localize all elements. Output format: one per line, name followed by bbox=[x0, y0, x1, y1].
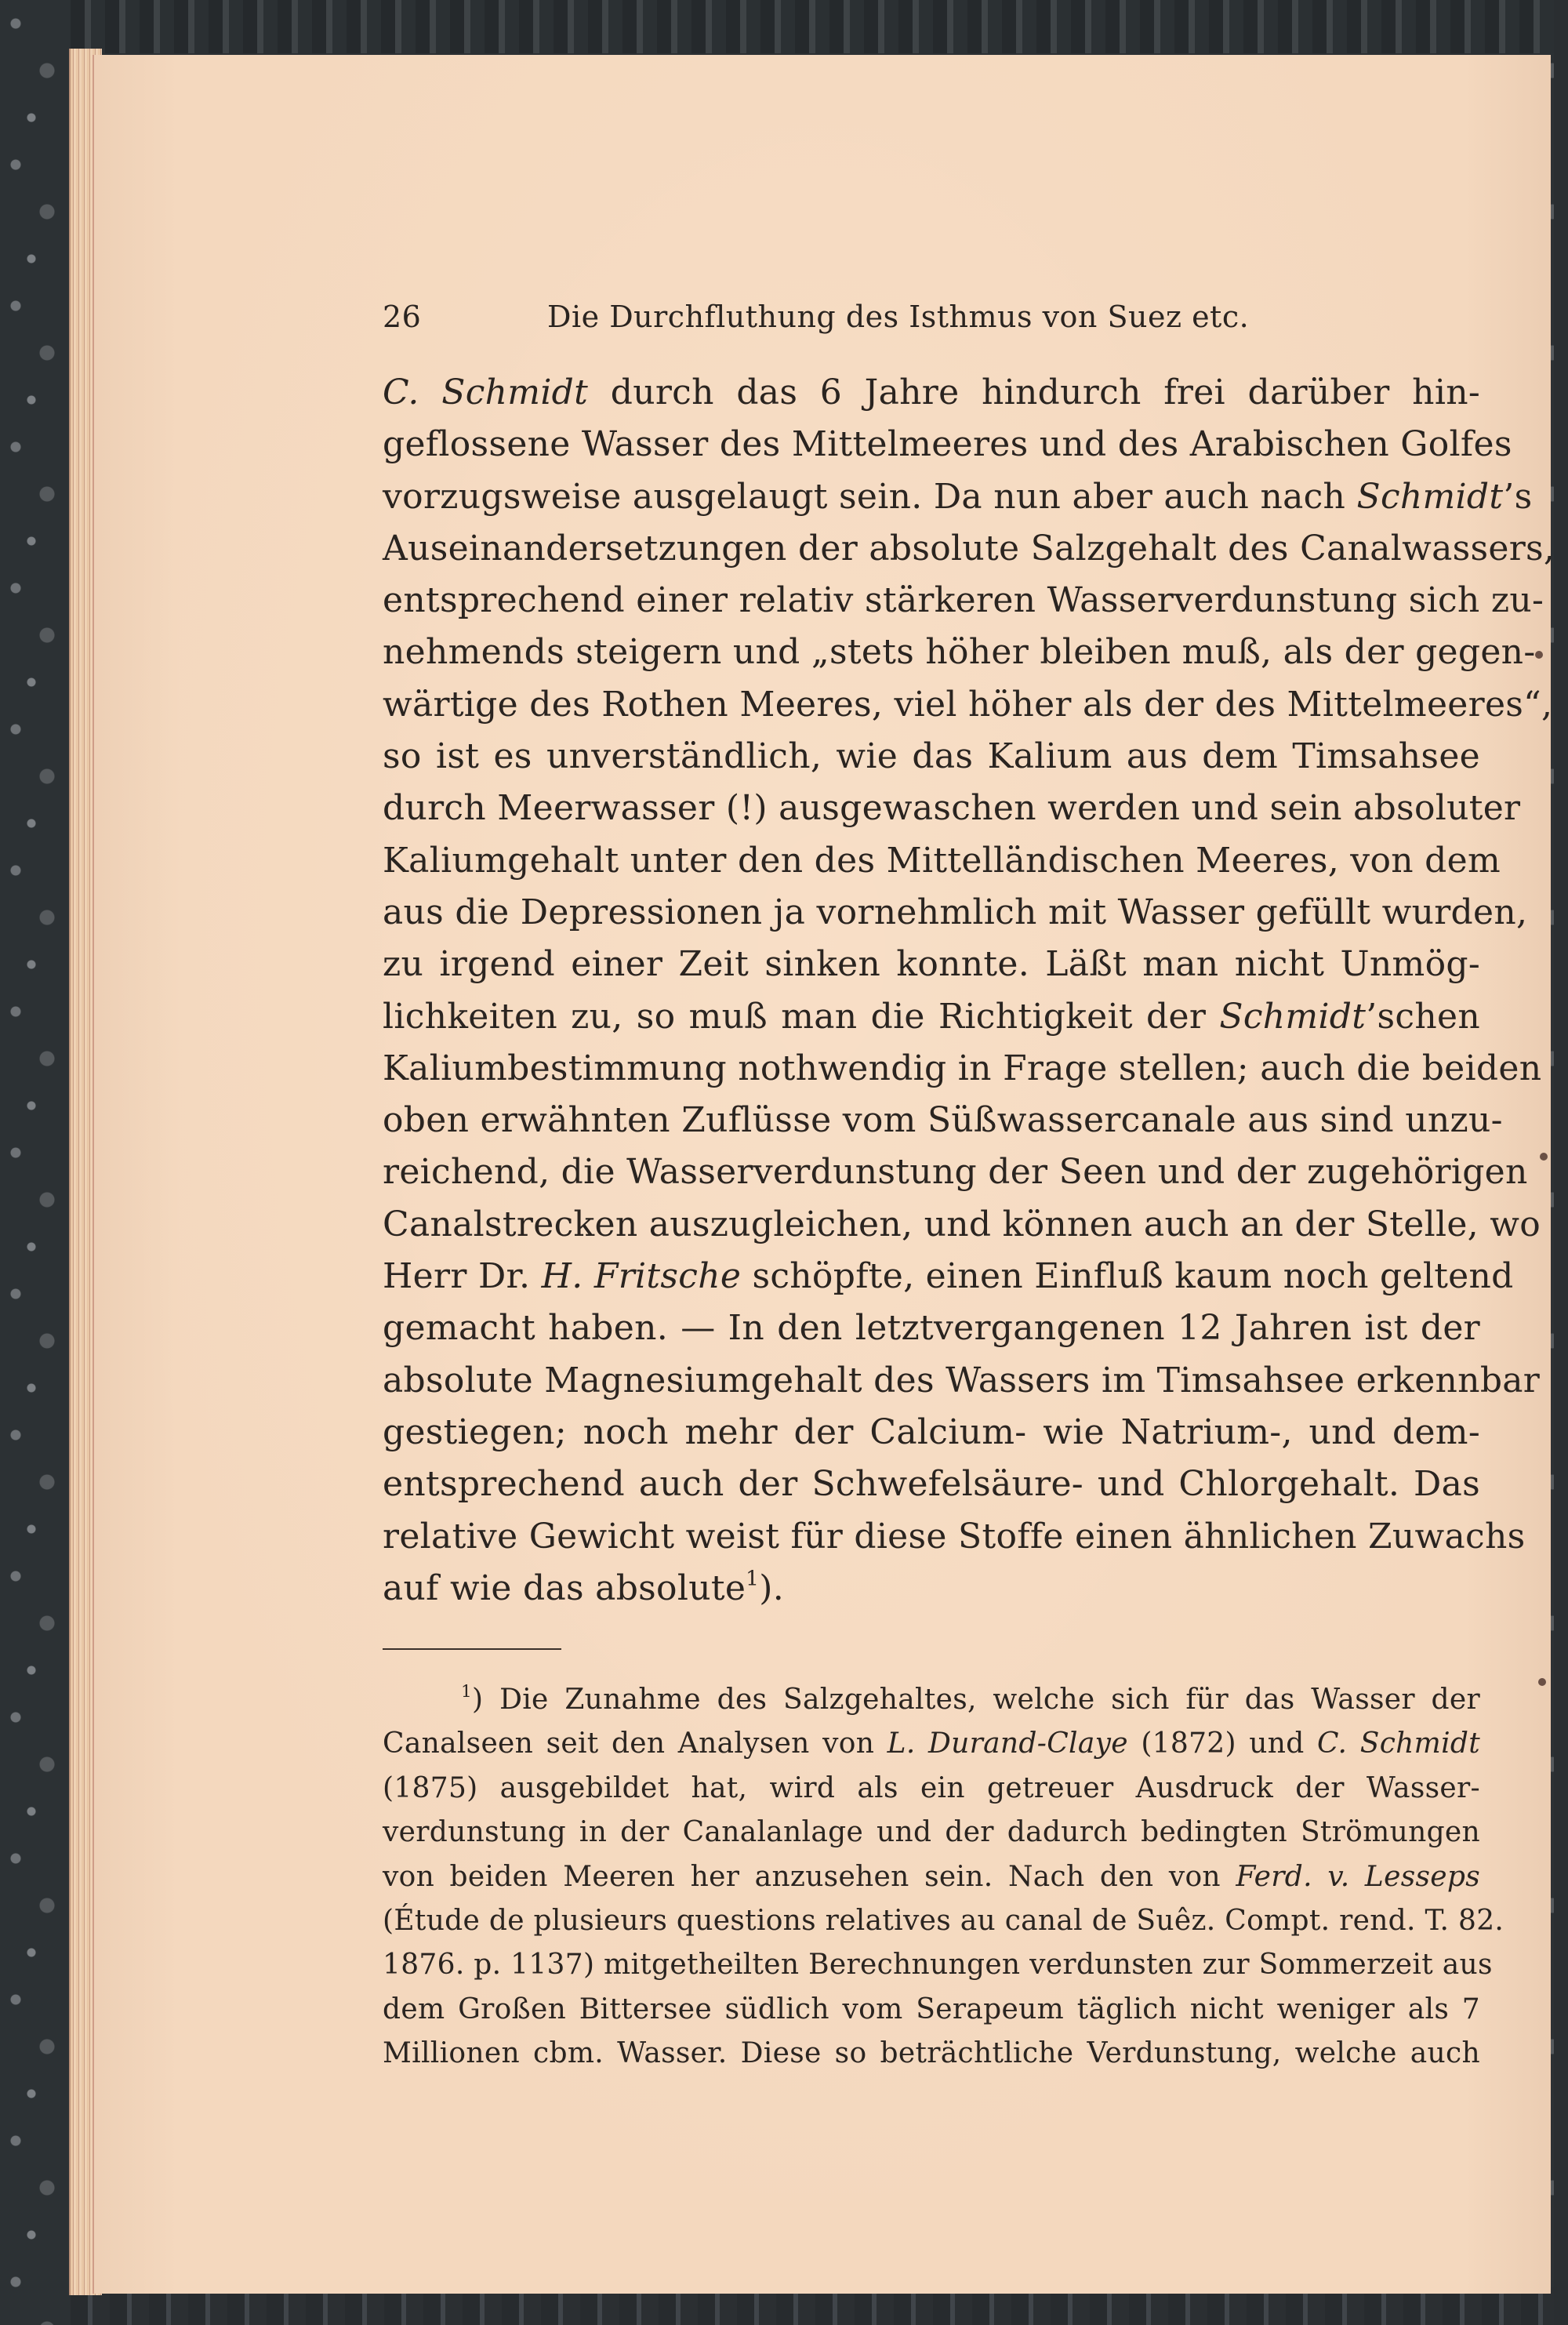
text-run: Kaliumgehalt unter den des Mittelländischen Meeres, von dem bbox=[383, 840, 1501, 881]
body-line bbox=[383, 471, 1533, 523]
text-run: 1876. p. 1137) mitgetheilten Berechnungen verdunsten zur Sommerzeit aus bbox=[383, 1949, 1493, 1982]
page-speck bbox=[1540, 1153, 1548, 1161]
page-number: 26 bbox=[383, 300, 422, 334]
body-line bbox=[383, 419, 1512, 470]
text-run: relative Gewicht weist für diese Stoffe einen ähnlichen Zuwachs bbox=[383, 1516, 1526, 1557]
body-line bbox=[383, 1459, 1480, 1510]
text-run: Herr Dr. bbox=[383, 1256, 542, 1297]
text-run: dem Großen Bittersee südlich vom Serapeum täglich nicht weniger als 7 bbox=[383, 1993, 1480, 2025]
body-line bbox=[383, 523, 1555, 575]
text-run: lichkeiten zu, so muß man die Richtigkeit der bbox=[383, 996, 1220, 1037]
text-run: oben erwähnten Zuflüsse vom Süßwassercanale aus sind unzu- bbox=[383, 1100, 1503, 1141]
text-run: ’schen bbox=[1366, 996, 1480, 1037]
body-line bbox=[383, 1302, 1480, 1354]
italic-name: Schmidt bbox=[1219, 996, 1367, 1037]
italic-name: Ferd. v. Lesseps bbox=[1236, 1860, 1480, 1893]
text-run: entsprechend einer relativ stärkeren Wasserverdunstung sich zu- bbox=[383, 580, 1544, 621]
italic-name: Schmidt bbox=[1356, 476, 1504, 517]
text-run: zu irgend einer Zeit sinken konnte. Läßt man nicht Unmög- bbox=[383, 944, 1480, 985]
page-gutter-line bbox=[93, 55, 94, 2294]
text-run: vorzugsweise ausgelaugt sein. Da nun aber auch nach bbox=[383, 476, 1357, 517]
body-line bbox=[383, 731, 1480, 783]
text-run: ). bbox=[759, 1568, 785, 1608]
body-line bbox=[383, 1511, 1526, 1563]
text-run: aus die Depressionen ja vornehmlich mit Wasser gefüllt wurden, bbox=[383, 892, 1528, 932]
page-speck bbox=[1535, 651, 1543, 659]
text-run: schöpfte, einen Einfluß kaum noch geltend bbox=[741, 1256, 1514, 1297]
text-run: geflossene Wasser des Mittelmeeres und des Arabischen Golfes bbox=[383, 424, 1512, 465]
body-line bbox=[383, 575, 1544, 627]
text-run: (Étude de plusieurs questions relatives au canal de Suêz. Compt. rend. T. 82. bbox=[383, 1904, 1504, 1937]
text-run: absolute Magnesiumgehalt des Wassers im Timsahsee erkennbar bbox=[383, 1360, 1541, 1400]
text-run: entsprechend auch der Schwefelsäure- und Chlorgehalt. Das bbox=[383, 1464, 1480, 1505]
text-run: von beiden Meeren her anzusehen sein. Nach den von bbox=[383, 1860, 1236, 1893]
body-line bbox=[383, 1146, 1528, 1198]
body-line bbox=[383, 783, 1521, 834]
body-line bbox=[383, 1251, 1514, 1302]
text-run: gemacht haben. — In den letztvergangenen 12 Jahren ist der bbox=[383, 1308, 1480, 1349]
page-speck bbox=[1538, 1678, 1546, 1686]
footnote-line bbox=[383, 2032, 1480, 2076]
text-run: (1872) und bbox=[1127, 1727, 1317, 1760]
footnote-line bbox=[383, 1767, 1480, 1811]
body-line bbox=[383, 835, 1501, 887]
body-line bbox=[383, 1199, 1541, 1251]
book-cover-top-edge bbox=[71, 0, 1568, 53]
text-run: ) Die Zunahme des Salzgehaltes, welche sich für das Wasser der bbox=[472, 1684, 1480, 1716]
text-run: auf wie das absolute bbox=[383, 1568, 746, 1608]
footnote-line bbox=[383, 1899, 1504, 1943]
body-line bbox=[383, 939, 1480, 990]
book-cover-right-edge bbox=[1554, 0, 1568, 2325]
body-line bbox=[383, 627, 1536, 678]
text-run: gestiegen; noch mehr der Calcium- wie Natrium-, und dem- bbox=[383, 1411, 1480, 1452]
book-page bbox=[93, 55, 1555, 2294]
footnote-marker: 1 bbox=[746, 1566, 760, 1591]
body-text bbox=[383, 367, 1555, 1615]
footnote-line bbox=[383, 1811, 1480, 1855]
text-run: Millionen cbm. Wasser. Diese so beträchtliche Verdunstung, welche auch bbox=[383, 2037, 1480, 2070]
text-run: Canalseen seit den Analysen von bbox=[383, 1727, 887, 1760]
text-run: Canalstrecken auszugleichen, und können auch an der Stelle, wo bbox=[383, 1204, 1541, 1244]
italic-name: L. Durand-Claye bbox=[887, 1727, 1128, 1760]
body-line bbox=[383, 1043, 1542, 1095]
text-run: (1875) ausgebildet hat, wird als ein getreuer Ausdruck der Wasser- bbox=[383, 1771, 1480, 1804]
body-line bbox=[383, 1095, 1503, 1146]
body-line bbox=[383, 679, 1553, 731]
body-line bbox=[383, 1355, 1541, 1407]
text-run: wärtige des Rothen Meeres, viel höher als der des Mittelmeeres“, bbox=[383, 684, 1553, 725]
text-run: nehmends steigern und „stets höher bleiben muß, als der gegen- bbox=[383, 632, 1536, 673]
text-run: so ist es unverständlich, wie das Kalium aus dem Timsahsee bbox=[383, 736, 1480, 777]
footnote-rule bbox=[383, 1648, 561, 1650]
text-run: Kaliumbestimmung nothwendig in Frage stellen; auch die beiden bbox=[383, 1048, 1542, 1088]
body-line bbox=[383, 1563, 1480, 1615]
footnote-line bbox=[383, 1855, 1480, 1899]
text-run: durch das 6 Jahre hindurch frei darüber hin- bbox=[588, 372, 1480, 412]
italic-name: C. Schmidt bbox=[1317, 1727, 1481, 1760]
text-run: reichend, die Wasserverdunstung der Seen und der zugehörigen bbox=[383, 1152, 1528, 1193]
text-run: ’s bbox=[1503, 476, 1533, 517]
running-title: Die Durchfluthung des Isthmus von Suez etc. bbox=[547, 300, 1250, 334]
footnote-line bbox=[383, 1943, 1493, 1987]
body-line bbox=[383, 1407, 1480, 1459]
italic-name: C. Schmidt bbox=[383, 372, 589, 412]
text-run: Auseinandersetzungen der absolute Salzgehalt des Canalwassers, bbox=[383, 528, 1555, 569]
footnotes bbox=[383, 1678, 1504, 2076]
footnote-line bbox=[383, 1988, 1480, 2032]
footnote-line bbox=[383, 1722, 1480, 1766]
body-line bbox=[383, 991, 1480, 1043]
text-run: verdunstung in der Canalanlage und der dadurch bedingten Strömungen bbox=[383, 1816, 1480, 1849]
text-run: durch Meerwasser (!) ausgewaschen werden und sein absoluter bbox=[383, 788, 1521, 829]
italic-name: H. Fritsche bbox=[541, 1256, 742, 1297]
body-line bbox=[383, 887, 1528, 939]
footnote-marker: 1 bbox=[461, 1681, 473, 1702]
body-line bbox=[383, 367, 1480, 419]
footnote-line bbox=[383, 1678, 1480, 1722]
